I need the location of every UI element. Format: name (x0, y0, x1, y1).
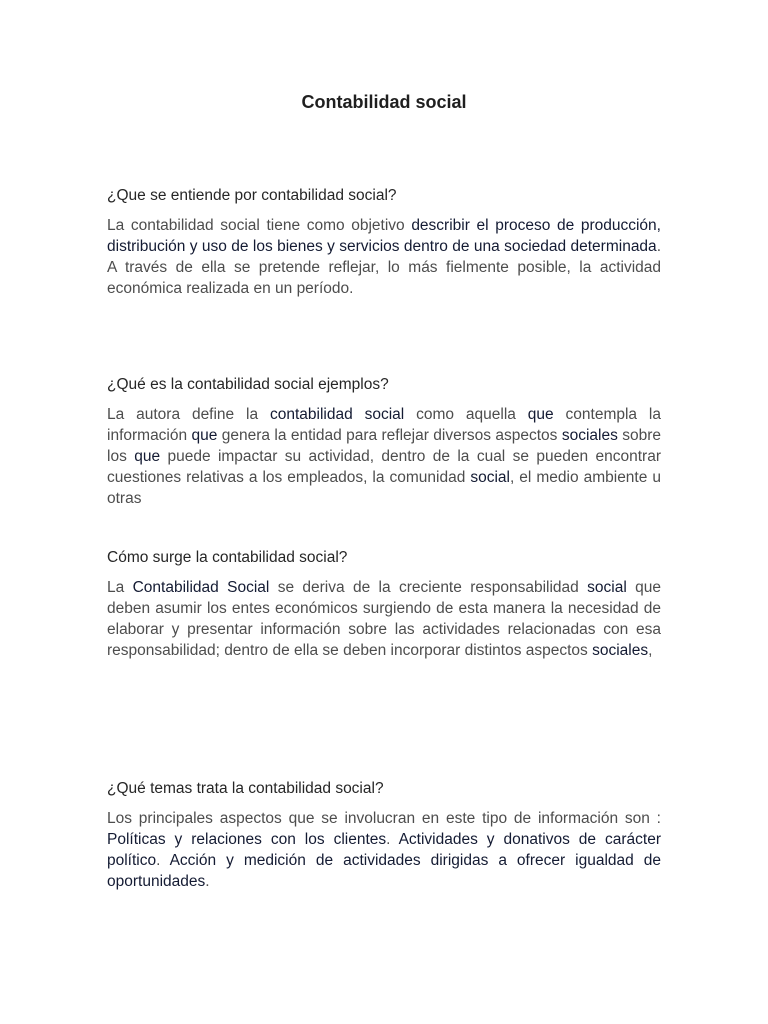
answer-text: Los principales aspectos que se involucran en este tipo de información son : (107, 810, 661, 827)
section-contabilidad-temas (107, 779, 661, 892)
section-question: Cómo surge la contabilidad social? (107, 549, 348, 566)
answer-text: genera la entidad para reflejar diversos aspectos (217, 427, 562, 444)
section-contabilidad-origen (107, 548, 661, 661)
answer-text: se deriva de la creciente responsabilidad (269, 579, 588, 596)
answer-text: contempla la información (107, 406, 661, 444)
section-contabilidad-definicion (107, 186, 661, 299)
highlighted-text: social (587, 579, 627, 596)
highlighted-text: Políticas y relaciones con los clientes (107, 831, 387, 848)
highlighted-text: que (527, 406, 554, 423)
answer-text: La (107, 579, 133, 596)
highlighted-text: Contabilidad Social (132, 579, 270, 596)
answer-text: . A través de ella se pretende reflejar, lo más fielmente posible, la actividad económica realizada en un período. (107, 238, 661, 297)
answer-text: La autora define la (107, 406, 270, 423)
section-contabilidad-ejemplos (107, 375, 661, 509)
highlighted-text: Acción y medición de actividades dirigidas a ofrecer igualdad de oportunidades (107, 852, 661, 890)
answer-text: . (205, 873, 210, 890)
answer-text: puede impactar su actividad, dentro de la cual se pueden encontrar cuestiones relativas a los empleados, la comunidad (107, 448, 661, 486)
section-question: ¿Que se entiende por contabilidad social? (107, 187, 397, 204)
answer-text: , el medio ambiente u otras (107, 469, 661, 507)
highlighted-text: sociales (592, 642, 649, 659)
highlighted-text: contabilidad social (270, 406, 405, 423)
answer-text: . (156, 852, 170, 869)
highlighted-text: sociales (561, 427, 618, 444)
highlighted-text: que (191, 427, 218, 444)
section-answer (107, 215, 661, 299)
answer-text: que deben asumir los entes económicos surgiendo de esta manera la necesidad de elaborar y presentar información sobre las actividades relacionadas con esa responsabilidad; dentro de ella se deben incorporar distintos aspectos (107, 579, 661, 659)
answer-text: como aquella (404, 406, 528, 423)
section-answer (107, 808, 661, 892)
answer-text: sobre los (107, 427, 661, 465)
answer-text: La contabilidad social tiene como objetivo (107, 217, 412, 234)
highlighted-text: describir el proceso de producción, distribución y uso de los bienes y servicios dentro de una sociedad determinada (107, 217, 661, 255)
section-question: ¿Qué es la contabilidad social ejemplos? (107, 376, 389, 393)
answer-text: , (648, 642, 653, 659)
highlighted-text: social (470, 469, 510, 486)
document-title: Contabilidad social (301, 92, 467, 112)
highlighted-text: que (134, 448, 161, 465)
section-answer (107, 577, 661, 661)
section-question: ¿Qué temas trata la contabilidad social? (107, 780, 384, 797)
answer-text: . (386, 831, 399, 848)
highlighted-text: Actividades y donativos de carácter político (107, 831, 661, 869)
section-answer (107, 404, 661, 509)
